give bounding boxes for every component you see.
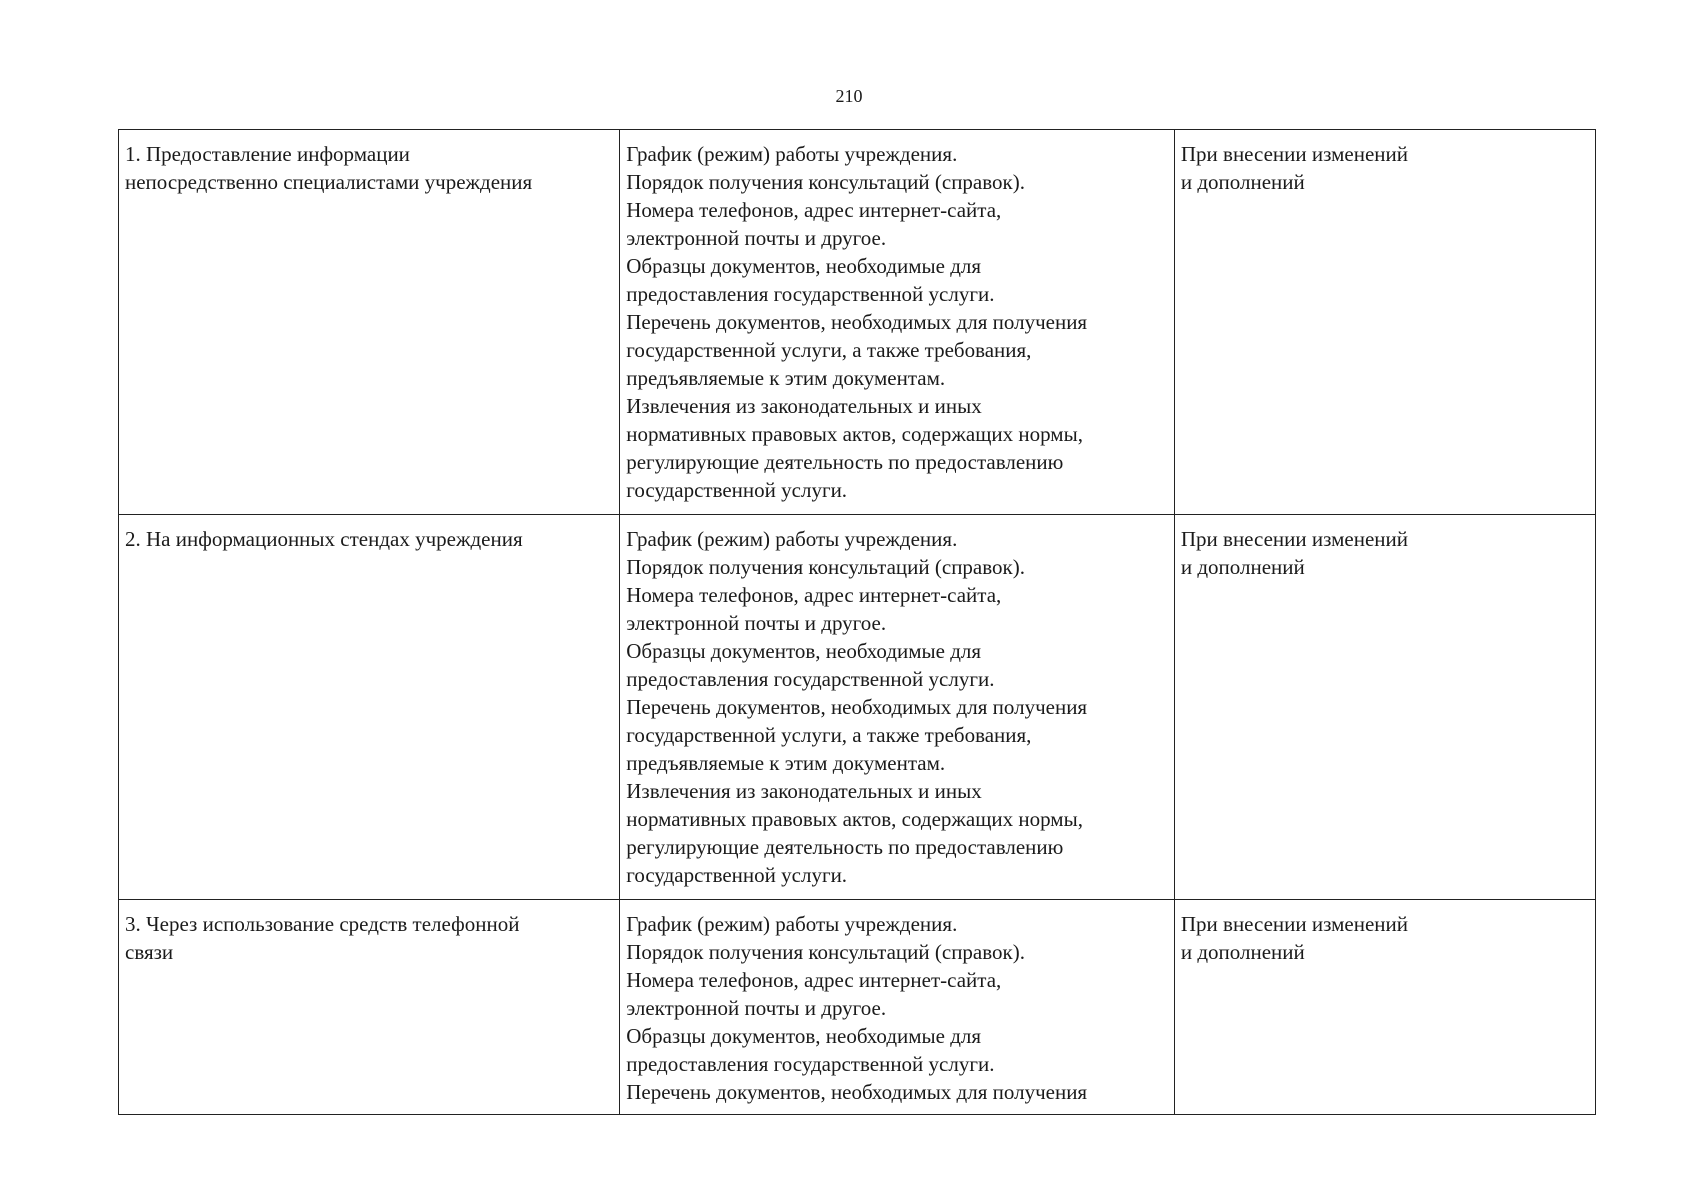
- content-line: Перечень документов, необходимых для получения: [626, 1080, 1088, 1104]
- content-line: Образцы документов, необходимые для: [626, 639, 982, 663]
- content-line: Образцы документов, необходимые для: [626, 254, 982, 278]
- content-line: нормативных правовых актов, содержащих нормы,: [626, 807, 1083, 831]
- content-line: государственной услуги.: [626, 863, 848, 887]
- content-line: Номера телефонов, адрес интернет-сайта,: [626, 968, 1002, 992]
- period-line: При внесении изменений: [1180, 527, 1409, 551]
- content-line: государственной услуги, а также требования,: [626, 723, 1032, 747]
- content-cell: [620, 515, 1175, 900]
- period-cell: [1174, 900, 1595, 1115]
- content-line: Извлечения из законодательных и иных: [626, 779, 982, 803]
- content-line: предоставления государственной услуги.: [626, 1052, 995, 1076]
- period-cell: [1174, 515, 1595, 900]
- table-body: [119, 130, 1596, 1115]
- content-line: Номера телефонов, адрес интернет-сайта,: [626, 583, 1002, 607]
- content-line: Перечень документов, необходимых для получения: [626, 695, 1088, 719]
- channel-line: 1. Предоставление информации: [125, 142, 410, 166]
- content-cell: [620, 130, 1175, 515]
- content-line: предъявляемые к этим документам.: [626, 751, 946, 775]
- channel-cell: [119, 900, 620, 1115]
- content-line: регулирующие деятельность по предоставлению: [626, 450, 1064, 474]
- period-cell: [1174, 130, 1595, 515]
- table-row: [119, 130, 1596, 515]
- content-line: государственной услуги, а также требования,: [626, 338, 1032, 362]
- content-line: График (режим) работы учреждения.: [626, 912, 958, 936]
- period-line: и дополнений: [1180, 170, 1305, 194]
- information-table: [118, 129, 1596, 1115]
- content-line: Порядок получения консультаций (справок).: [626, 555, 1025, 579]
- content-line: электронной почты и другое.: [626, 611, 887, 635]
- content-line: Перечень документов, необходимых для получения: [626, 310, 1088, 334]
- content-line: График (режим) работы учреждения.: [626, 527, 958, 551]
- table-row: [119, 515, 1596, 900]
- channel-cell: [119, 130, 620, 515]
- content-line: Извлечения из законодательных и иных: [626, 394, 982, 418]
- content-line: График (режим) работы учреждения.: [626, 142, 958, 166]
- content-line: предъявляемые к этим документам.: [626, 366, 946, 390]
- period-line: При внесении изменений: [1180, 912, 1409, 936]
- content-cell: [620, 900, 1175, 1115]
- content-line: Образцы документов, необходимые для: [626, 1024, 982, 1048]
- channel-line: непосредственно специалистами учреждения: [125, 170, 533, 194]
- content-line: электронной почты и другое.: [626, 226, 887, 250]
- content-line: Номера телефонов, адрес интернет-сайта,: [626, 198, 1002, 222]
- content-line: Порядок получения консультаций (справок).: [626, 940, 1025, 964]
- content-line: электронной почты и другое.: [626, 996, 887, 1020]
- channel-line: 3. Через использование средств телефонной: [125, 912, 520, 936]
- period-line: При внесении изменений: [1180, 142, 1409, 166]
- period-line: и дополнений: [1180, 940, 1305, 964]
- content-line: предоставления государственной услуги.: [626, 667, 995, 691]
- channel-line: 2. На информационных стендах учреждения: [125, 527, 523, 551]
- content-line: регулирующие деятельность по предоставлению: [626, 835, 1064, 859]
- channel-cell: [119, 515, 620, 900]
- content-line: Порядок получения консультаций (справок).: [626, 170, 1025, 194]
- period-line: и дополнений: [1180, 555, 1305, 579]
- content-line: нормативных правовых актов, содержащих нормы,: [626, 422, 1083, 446]
- table-row: [119, 900, 1596, 1115]
- page-number: 210: [835, 86, 863, 106]
- content-line: государственной услуги.: [626, 478, 848, 502]
- content-line: предоставления государственной услуги.: [626, 282, 995, 306]
- channel-line: связи: [125, 940, 174, 964]
